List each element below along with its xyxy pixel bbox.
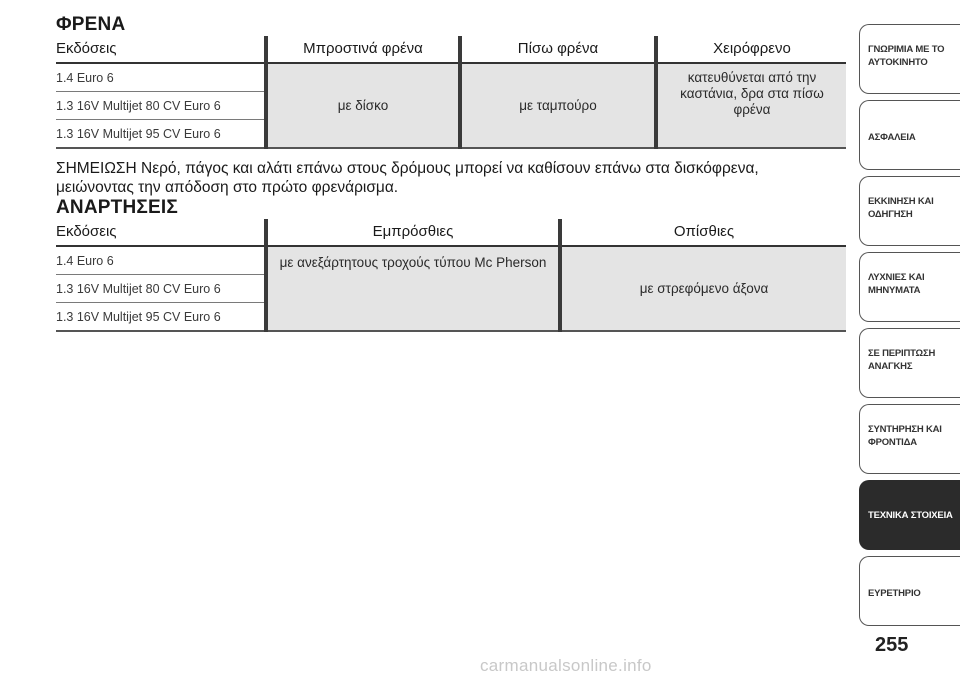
handbrake-value: κατευθύνεται από την καστάνια, δρα στα πίσω φρένα [656, 63, 846, 148]
header-versions: Εκδόσεις [56, 36, 266, 63]
front-suspension-value: με ανεξάρτητους τροχούς τύπου Mc Pherson [266, 246, 560, 331]
version-cell: 1.4 Euro 6 [56, 63, 266, 92]
chapter-tabs [859, 24, 960, 632]
header-rear-brakes: Πίσω φρένα [460, 36, 656, 63]
brakes-header-row [56, 36, 846, 63]
suspension-header-row [56, 219, 846, 246]
brakes-table [56, 36, 846, 149]
rear-suspension-value: με στρεφόμενο άξονα [560, 246, 846, 331]
header-rear-suspension: Οπίσθιες [560, 219, 846, 246]
header-front-suspension: Εμπρόσθιες [266, 219, 560, 246]
watermark: carmanualsonline.info [480, 656, 652, 675]
tab-safety[interactable]: ΑΣΦΑΛΕΙΑ [859, 100, 960, 170]
rear-brakes-value: με ταμπούρο [460, 63, 656, 148]
brakes-note: ΣΗΜΕΙΩΣΗ Νερό, πάγος και αλάτι επάνω στους δρόμους μπορεί να καθίσουν επάνω στα δισκόφρενα, μειώνοντας την απόδοση στο πρώτο φρενάρισμα. [56, 160, 759, 196]
suspension-title: ΑΝΑΡΤΗΣΕΙΣ [56, 197, 178, 218]
tab-technical-data[interactable]: ΤΕΧΝΙΚΑ ΣΤΟΙΧΕΙΑ [859, 480, 960, 550]
version-cell: 1.4 Euro 6 [56, 246, 266, 275]
tab-index[interactable]: ΕΥΡΕΤΗΡΙΟ [859, 556, 960, 626]
version-cell: 1.3 16V Multijet 80 CV Euro 6 [56, 275, 266, 303]
version-cell: 1.3 16V Multijet 80 CV Euro 6 [56, 92, 266, 120]
header-handbrake: Χειρόφρενο [656, 36, 846, 63]
page-content [56, 14, 846, 332]
tab-starting-driving[interactable]: ΕΚΚΙΝΗΣΗ ΚΑΙ ΟΔΗΓΗΣΗ [859, 176, 960, 246]
front-brakes-value: με δίσκο [266, 63, 460, 148]
tab-maintenance[interactable]: ΣΥΝΤΗΡΗΣΗ ΚΑΙ ΦΡΟΝΤΙΔΑ [859, 404, 960, 474]
tab-lights-messages[interactable]: ΛΥΧΝΙΕΣ ΚΑΙ ΜΗΝΥΜΑΤΑ [859, 252, 960, 322]
suspension-table [56, 219, 846, 332]
brakes-title: ΦΡΕΝΑ [56, 14, 126, 35]
table-row [56, 63, 846, 92]
version-cell: 1.3 16V Multijet 95 CV Euro 6 [56, 120, 266, 149]
version-cell: 1.3 16V Multijet 95 CV Euro 6 [56, 303, 266, 332]
tab-emergency[interactable]: ΣΕ ΠΕΡΙΠΤΩΣΗ ΑΝΑΓΚΗΣ [859, 328, 960, 398]
tab-getting-to-know[interactable]: ΓΝΩΡΙΜΙΑ ΜΕ ΤΟ ΑΥΤΟΚΙΝΗΤΟ [859, 24, 960, 94]
table-row [56, 246, 846, 275]
header-front-brakes: Μπροστινά φρένα [266, 36, 460, 63]
header-versions: Εκδόσεις [56, 219, 266, 246]
page-number: 255 [875, 634, 909, 656]
